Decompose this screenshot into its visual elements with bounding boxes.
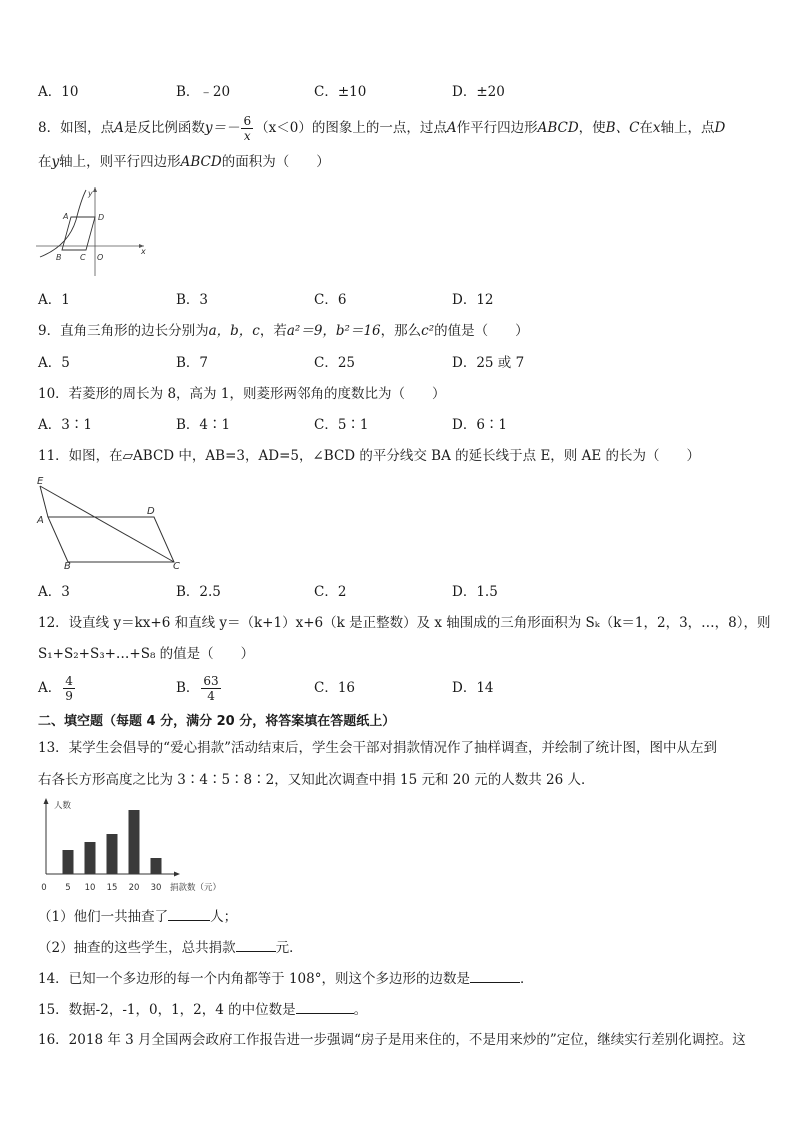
q11-option-c: C．2	[314, 584, 347, 600]
q8-figure	[36, 184, 148, 280]
q11-options	[38, 583, 758, 603]
q14-text: 14．已知一个多边形的每一个内角都等于 108°，则这个多边形的边数是	[38, 971, 470, 987]
q9-options	[38, 354, 758, 374]
q12-options	[38, 670, 758, 706]
q11-figure	[34, 472, 184, 570]
q9-option-a: A．5	[38, 355, 70, 371]
y-axis-arrow	[93, 187, 97, 192]
bar-10	[85, 842, 96, 874]
q8-text: 的面积为（ ）	[221, 154, 330, 170]
q9-vars: a，b，c	[208, 323, 260, 339]
fig8-label-c: C	[80, 253, 86, 262]
q14-stem	[38, 968, 534, 988]
bisector-ce	[40, 486, 174, 562]
q13-sub2-text: 元．	[275, 940, 303, 956]
fig11-label-c: C	[173, 561, 180, 570]
tick-label-5: 5	[65, 883, 71, 893]
section-2-heading: 二、填空题（每题 4 分，满分 20 分，将答案填在答题纸上）	[38, 714, 396, 729]
bar-5	[63, 850, 74, 874]
q8-frac-num: 6	[243, 114, 252, 128]
fig8-label-d: D	[98, 213, 105, 222]
q12-option-c: C．16	[314, 680, 356, 696]
fig11-label-d: D	[147, 506, 155, 517]
q11-option-b: B．2.5	[176, 584, 221, 600]
q10-option-c: C．5∶1	[314, 417, 369, 433]
q12-option-b-num: 63	[203, 674, 219, 688]
q12-option-a	[38, 670, 77, 706]
parallelogram	[62, 217, 95, 250]
q14-blank[interactable]	[470, 968, 520, 983]
q7-option-a: A．10	[38, 84, 79, 100]
q9-given: a²＝9，b²＝16	[286, 323, 381, 339]
q13-sub1-text: （1）他们一共抽查了	[38, 909, 169, 925]
q15-stem	[38, 999, 367, 1019]
q15-blank[interactable]	[296, 999, 354, 1014]
fig11-label-e: E	[37, 476, 44, 487]
q9-option-b: B．7	[176, 355, 209, 371]
chart-y-arrow	[44, 798, 49, 804]
q12-option-a-label: A．	[38, 680, 62, 696]
q8-fraction	[241, 114, 253, 143]
q12-option-d: D．14	[452, 680, 494, 696]
q9-text: ，那么	[380, 323, 422, 339]
fig8-label-y: y	[88, 189, 93, 198]
q13-sub1-blank[interactable]	[168, 906, 210, 921]
q15-text: 15．数据-2，-1，0，1，2，4 的中位数是	[38, 1002, 296, 1018]
q7-option-c: C．±10	[314, 84, 367, 100]
q8-x: x	[652, 120, 661, 136]
q8-stem-line1	[38, 114, 725, 143]
q8-option-c: C．6	[314, 292, 347, 308]
q10-option-a: A．3∶1	[38, 417, 92, 433]
tick-label-30: 30	[150, 883, 162, 893]
bar-30	[151, 858, 162, 874]
q12-option-b-fraction	[201, 674, 220, 703]
q13-sub2-text: （2）抽查的这些学生，总共捐款	[38, 940, 236, 956]
q12-stem-line1: 12．设直线 y＝kx+6 和直线 y＝（k+1）x+6（k 是正整数）及 x 轴围成的三角形面积为 Sₖ（k＝1，2，3，…，8），则	[38, 615, 771, 631]
q8-text: （x＜0）的图象上的一点，过点	[255, 120, 447, 136]
q8-text: 8．如图，点	[38, 120, 115, 136]
q10-stem: 10．若菱形的周长为 8，高为 1，则菱形两邻角的度数比为（ ）	[38, 386, 446, 402]
q8-text: ，使	[578, 120, 606, 136]
q8-option-a: A．1	[38, 292, 70, 308]
q10-options	[38, 416, 758, 436]
q9-text: 9．直角三角形的边长分别为	[38, 323, 209, 339]
chart-origin-label: 0	[41, 883, 47, 893]
q8-abcd: ABCD	[180, 154, 222, 170]
q13-stem-line2: 右各长方形高度之比为 3∶4∶5∶8∶2，又知此次调查中捐 15 元和 20 元的人数共 26 人．	[38, 772, 595, 788]
q16-stem: 16．2018 年 3 月全国两会政府工作报告进一步强调“房子是用来住的，不是用来炒的”定位，继续实行差别化调控。这	[38, 1032, 746, 1048]
fig8-label-x: x	[141, 247, 146, 256]
chart-x-arrow	[174, 872, 180, 877]
q9-stem	[38, 322, 529, 340]
q12-option-b-label: B．	[176, 680, 200, 696]
q11-option-a: A．3	[38, 584, 70, 600]
extension-ea	[40, 486, 48, 517]
q8-text: 作平行四边形	[456, 120, 538, 136]
fig8-label-b: B	[56, 253, 62, 262]
q7-option-b: B．﹣20	[176, 84, 231, 100]
q8-text: 轴上，则平行四边形	[59, 154, 181, 170]
q12-stem-line2: S₁+S₂+S₃+…+S₈ 的值是（ ）	[38, 646, 255, 662]
q15-text: 。	[353, 1002, 368, 1018]
q8-point-a: A	[114, 120, 124, 136]
q8-options	[38, 291, 758, 311]
q10-option-b: B．4∶1	[176, 417, 231, 433]
q8-y: y	[51, 154, 60, 170]
q9-text: ，若	[259, 323, 287, 339]
q10-option-d: D．6∶1	[452, 417, 508, 433]
q7-option-d: D．±20	[452, 84, 505, 100]
fig11-label-a: A	[37, 515, 44, 526]
q9-option-d: D．25 或 7	[452, 355, 525, 371]
q13-bar-chart	[34, 796, 240, 896]
q8-point-a: A	[446, 120, 457, 136]
q8-text: 是反比例函数	[123, 120, 205, 136]
q13-sub1-text: 人；	[210, 909, 238, 925]
q8-text: 在	[639, 120, 653, 136]
tick-label-20: 20	[128, 883, 140, 893]
q8-option-d: D．12	[452, 292, 494, 308]
q8-option-b: B．3	[176, 292, 209, 308]
fig8-label-a: A	[63, 212, 69, 221]
q12-option-b-den: 4	[207, 689, 215, 703]
parallelogram-abcd	[48, 517, 174, 562]
fig8-label-o: O	[97, 253, 104, 262]
q8-bc: B、C	[605, 120, 640, 136]
q12-option-a-fraction	[63, 674, 75, 703]
chart-bars	[63, 810, 162, 893]
q13-stem-line1: 13．某学生会倡导的“爱心捐款”活动结束后，学生会干部对捐款情况作了抽样调查，并绘制了统计图，图中从左到	[38, 740, 717, 756]
q9-text: 的值是（ ）	[434, 323, 529, 339]
q14-text: ．	[520, 971, 534, 987]
chart-xlabel: 捐款数（元）	[170, 883, 222, 893]
q13-sub1	[38, 906, 237, 926]
q12-option-b	[176, 670, 223, 706]
q13-sub2-blank[interactable]	[236, 937, 276, 952]
q8-frac-den: x	[243, 129, 251, 143]
bar-20	[129, 810, 140, 874]
q13-sub2	[38, 937, 303, 957]
q11-option-d: D．1.5	[452, 584, 498, 600]
q9-c2: c²	[421, 323, 435, 339]
q8-text: 轴上，点	[660, 120, 715, 136]
q8-abcd: ABCD	[537, 120, 579, 136]
q12-option-a-den: 9	[65, 689, 73, 703]
q8-func: y＝－	[204, 120, 240, 136]
tick-label-10: 10	[84, 883, 96, 893]
tick-label-15: 15	[106, 883, 118, 893]
q8-d: D	[714, 120, 726, 136]
q7-options	[38, 83, 758, 103]
q11-stem: 11．如图，在▱ABCD 中，AB=3，AD=5，∠BCD 的平分线交 BA 的延长线于点 E，则 AE 的长为（ ）	[38, 448, 700, 464]
fig11-label-b: B	[64, 561, 71, 570]
bar-15	[107, 834, 118, 874]
q8-stem-line2	[38, 153, 330, 171]
q9-option-c: C．25	[314, 355, 356, 371]
q8-text: 在	[38, 154, 52, 170]
chart-ylabel: 人数	[54, 801, 72, 811]
q12-option-a-num: 4	[65, 674, 73, 688]
